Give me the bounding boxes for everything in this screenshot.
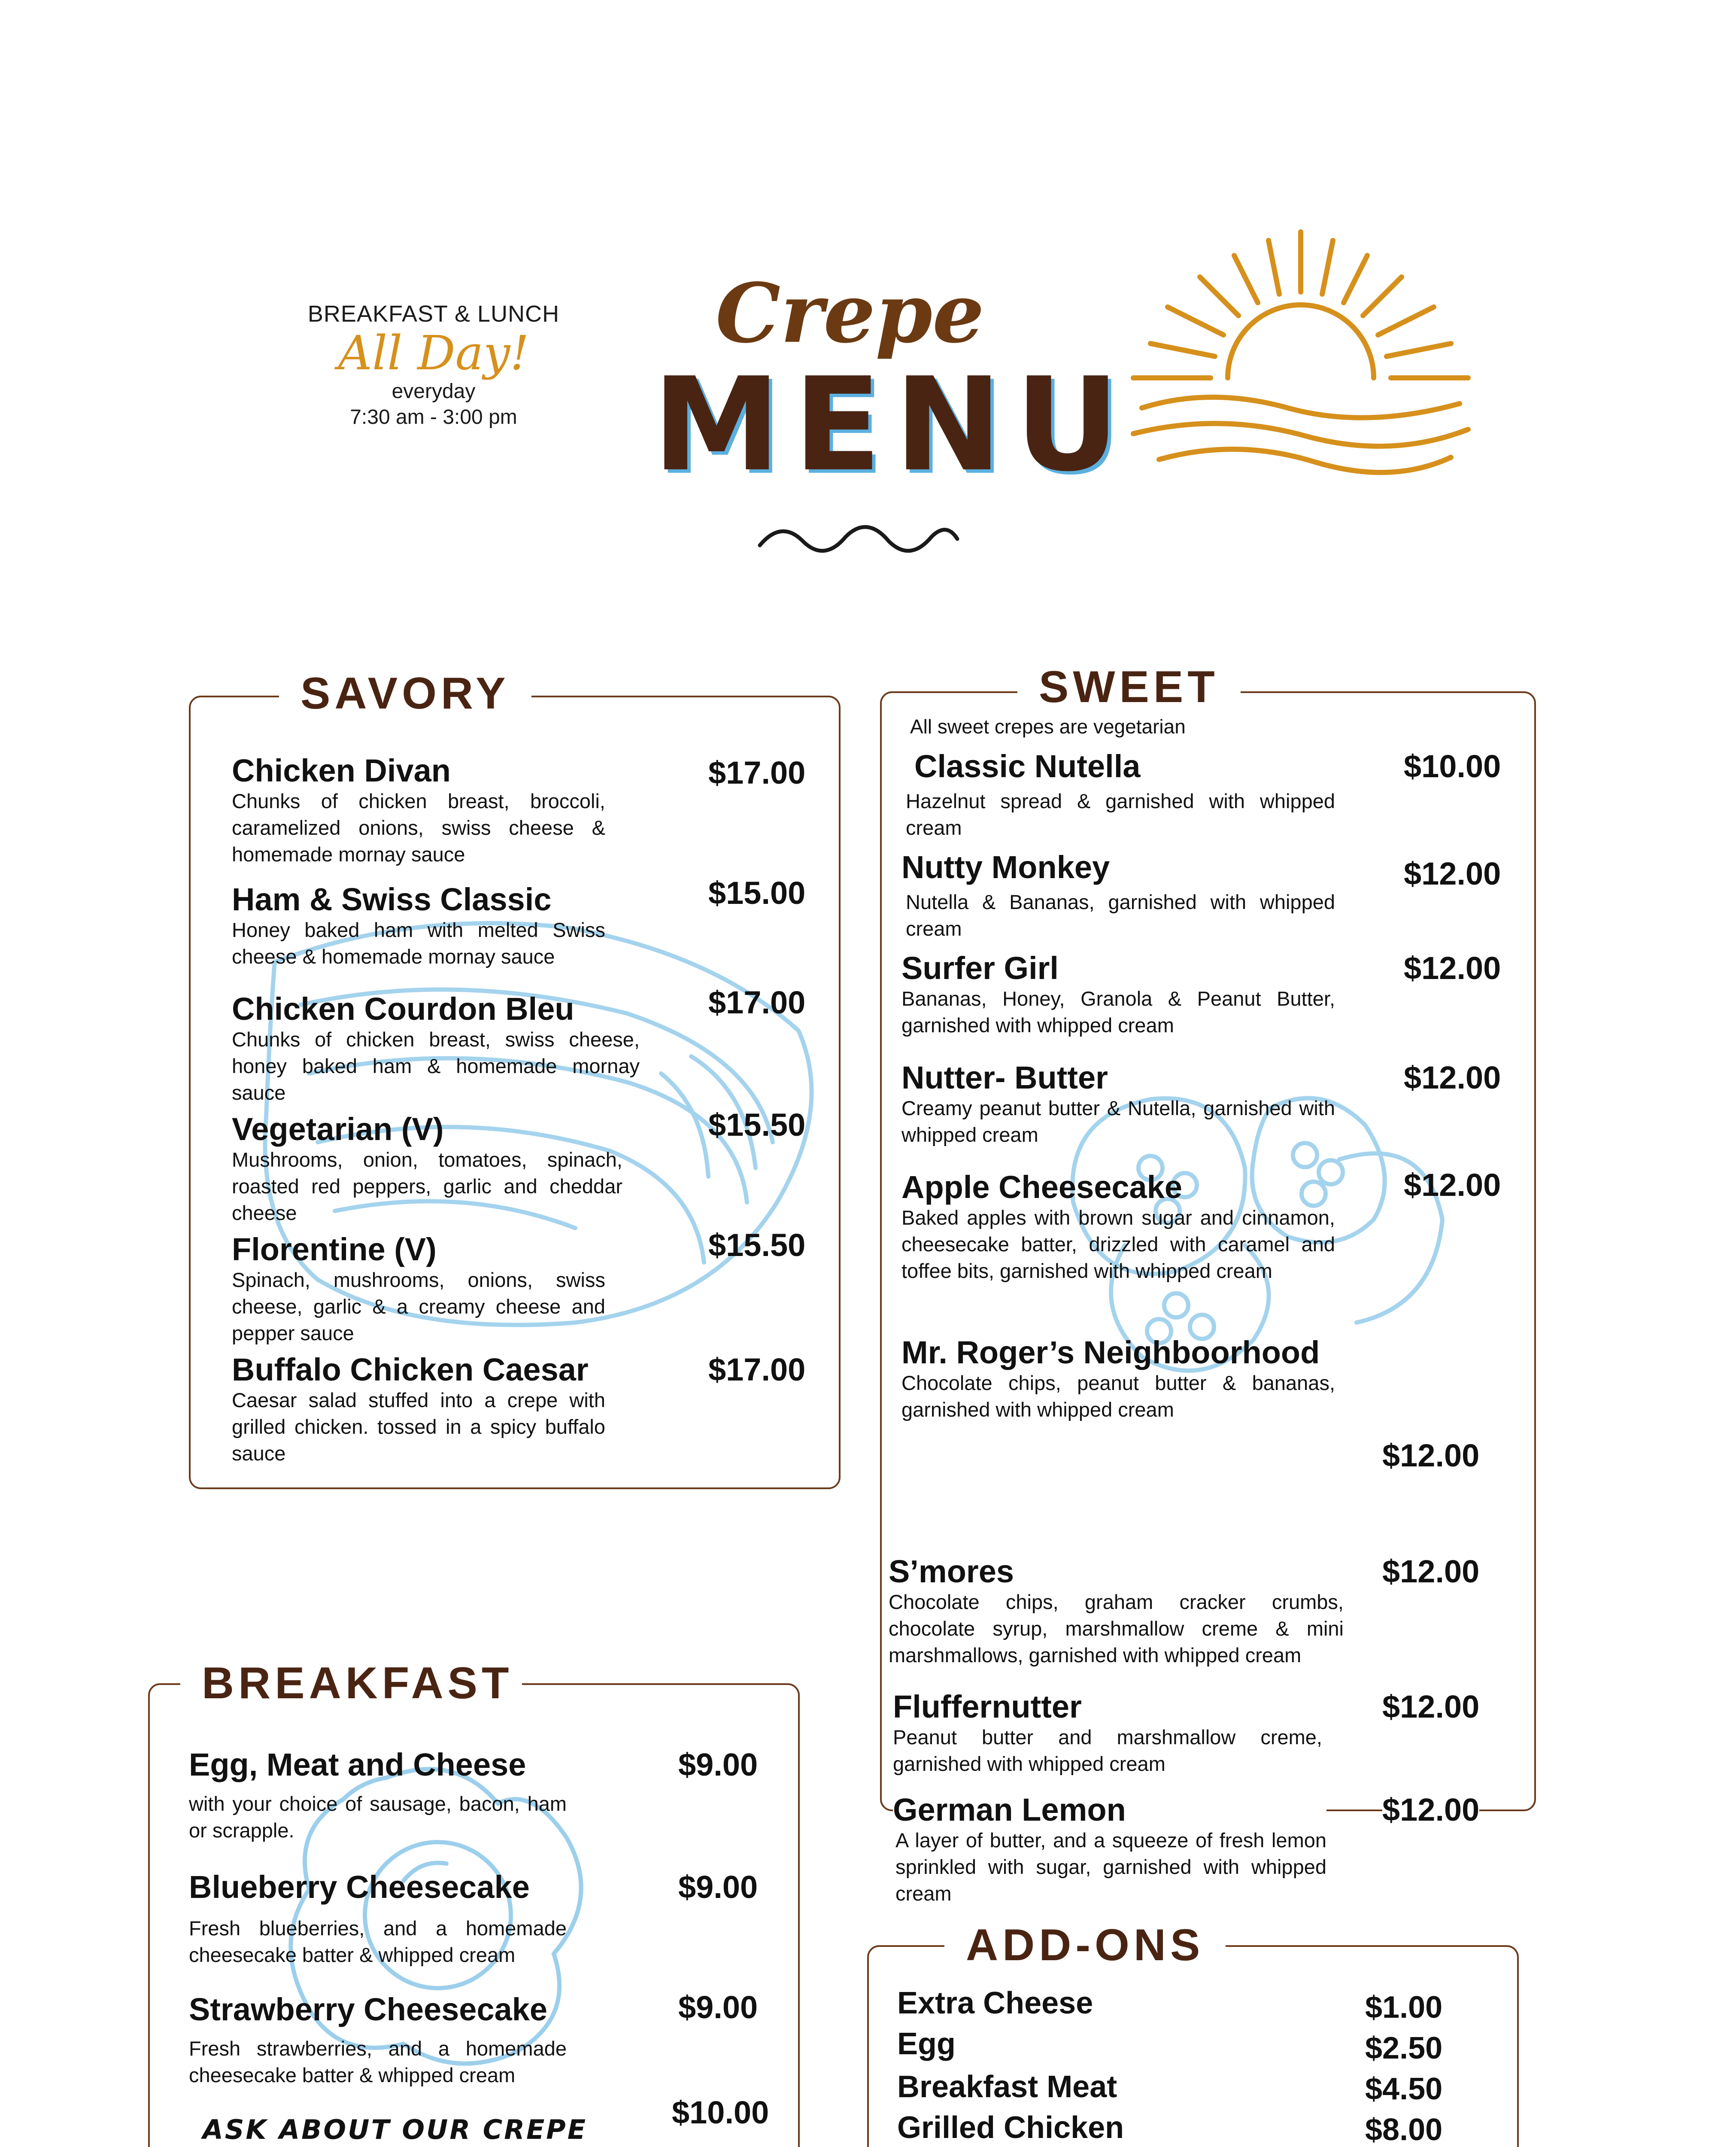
item-price: $9.00 xyxy=(678,1747,758,1782)
item-desc: Chunks of chicken breast, broccoli, caramelized onions, swiss cheese & homemade mornay sauce xyxy=(232,790,605,866)
breakfast-title: BREAKFAST xyxy=(180,1660,522,1707)
savory-title: SAVORY xyxy=(279,670,531,717)
hours-line3: everyday xyxy=(392,380,476,403)
item-price: $15.00 xyxy=(708,875,806,911)
title-crepe: Crepe xyxy=(716,265,984,361)
item-desc: Caesar salad stuffed into a crepe with grilled chicken. tossed in a spicy buffalo sauce xyxy=(232,1389,605,1465)
hours-line1: BREAKFAST & LUNCH xyxy=(307,301,560,327)
hours-block xyxy=(249,301,618,430)
item-price: $9.00 xyxy=(678,1989,758,2025)
item-desc: Spinach, mushrooms, onions, swiss cheese, garlic & a creamy cheese and pepper sauce xyxy=(232,1268,605,1344)
item-name: Chicken Courdon Bleu xyxy=(232,991,574,1027)
item-name: Apple Cheesecake xyxy=(901,1169,1183,1205)
item-price: $15.50 xyxy=(708,1107,806,1143)
item-price: $9.00 xyxy=(678,1869,758,1905)
sweet-item xyxy=(901,1170,1335,1284)
item-name: Fluffernutter xyxy=(893,1689,1082,1724)
item-price: $15.50 xyxy=(708,1227,806,1263)
item-desc: Peanut butter and marshmallow creme, garnished with whipped cream xyxy=(893,1726,1322,1775)
addon-name: Grilled Chicken xyxy=(897,2111,1124,2145)
addons-title: ADD-ONS xyxy=(944,1922,1226,1969)
crepe-of-the-day xyxy=(189,2108,601,2147)
item-name: Blueberry Cheesecake xyxy=(189,1869,530,1905)
item-desc: Hazelnut spread & garnished with whipped cream xyxy=(906,790,1335,839)
item-desc: Honey baked ham with melted Swiss cheese & homemade mornay sauce xyxy=(232,918,605,968)
sweet-item xyxy=(906,749,1335,841)
item-name: Chicken Divan xyxy=(232,753,451,788)
addon-name: Extra Cheese xyxy=(897,1986,1093,2020)
item-name: Egg, Meat and Cheese xyxy=(189,1747,526,1782)
item-name: German Lemon xyxy=(893,1792,1126,1828)
item-name: Nutty Monkey xyxy=(901,849,1110,885)
addon-price: $4.50 xyxy=(1365,2072,1443,2106)
item-price: $10.00 xyxy=(1404,748,1501,784)
item-desc: Bananas, Honey, Granola & Peanut Butter, garnished with whipped cream xyxy=(901,987,1335,1037)
item-desc: Chocolate chips, graham cracker crumbs, chocolate syrup, marshmallow creme & mini marshmallows, garnished with whipped cream xyxy=(889,1590,1344,1667)
item-name: Mr. Roger’s Neighboorhood xyxy=(901,1335,1320,1370)
breakfast-item xyxy=(189,1748,567,1844)
item-desc: Nutella & Bananas, garnished with whipped cream xyxy=(906,891,1335,940)
item-price: $12.00 xyxy=(1382,1438,1480,1473)
sun-over-waves-icon xyxy=(1125,223,1477,490)
item-name: Florentine (V) xyxy=(232,1232,437,1267)
wavy-line-icon xyxy=(756,520,962,558)
item-desc: Fresh strawberries, and a homemade cheesecake batter & whipped cream xyxy=(189,2037,567,2086)
item-name: Strawberry Cheesecake xyxy=(189,1992,548,2027)
item-desc: with your choice of sausage, bacon, ham or scrapple. xyxy=(189,1792,567,1842)
item-name: Surfer Girl xyxy=(901,950,1059,986)
sweet-item xyxy=(901,1061,1335,1148)
breakfast-item xyxy=(189,1992,567,2089)
savory-item xyxy=(232,1112,622,1226)
item-price: $12.00 xyxy=(1382,1689,1480,1724)
special-price: $10.00 xyxy=(672,2095,769,2130)
savory-item xyxy=(232,1353,605,1467)
addon-name: Egg xyxy=(897,2027,956,2061)
addon-name: Breakfast Meat xyxy=(897,2070,1117,2104)
item-price: $12.00 xyxy=(1404,950,1501,986)
breakfast-item xyxy=(189,1870,567,1968)
special-line1: ASK ABOUT OUR CREPE xyxy=(202,2114,588,2145)
savory-item xyxy=(232,992,640,1106)
hours-line4: 7:30 am - 3:00 pm xyxy=(350,406,517,429)
item-desc: Chocolate chips, peanut butter & bananas, garnished with whipped cream xyxy=(901,1372,1335,1421)
item-price: $12.00 xyxy=(1382,1554,1480,1589)
title-menu: MENU xyxy=(653,350,1133,500)
hours-line2: All Day! xyxy=(338,325,529,380)
addon-price: $8.00 xyxy=(1365,2113,1443,2147)
item-desc: A layer of butter, and a squeeze of fresh lemon sprinkled with sugar, garnished with whipped cream xyxy=(895,1829,1326,1905)
item-name: Buffalo Chicken Caesar xyxy=(232,1352,589,1387)
sweet-item xyxy=(889,1554,1344,1669)
item-desc: Chunks of chicken breast, swiss cheese, honey baked ham & homemade mornay sauce xyxy=(232,1028,640,1104)
item-name: Ham & Swiss Classic xyxy=(232,882,552,917)
item-desc: Creamy peanut butter & Nutella, garnished with whipped cream xyxy=(901,1097,1335,1146)
item-desc: Mushrooms, onion, tomatoes, spinach, roasted red peppers, garlic and cheddar cheese xyxy=(232,1148,622,1224)
sweet-title: SWEET xyxy=(1017,663,1241,711)
savory-item xyxy=(232,754,605,868)
item-desc: Fresh blueberries, and a homemade cheesecake batter & whipped cream xyxy=(189,1917,567,1966)
sweet-note: All sweet crepes are vegetarian xyxy=(910,715,1186,738)
item-price: $12.00 xyxy=(1404,1060,1501,1095)
sweet-item xyxy=(893,1690,1322,1777)
item-price: $12.00 xyxy=(1404,1167,1501,1203)
item-desc: Baked apples with brown sugar and cinnamon, cheesecake batter, drizzled with caramel and toffee bits, garnished with whipped cream xyxy=(901,1206,1335,1282)
item-price: $17.00 xyxy=(708,755,806,791)
savory-item xyxy=(232,882,605,970)
item-price: $17.00 xyxy=(708,1352,806,1387)
item-name: Nutter- Butter xyxy=(901,1060,1108,1095)
item-price: $12.00 xyxy=(1404,856,1501,891)
item-name: Vegetarian (V) xyxy=(232,1111,444,1147)
sweet-item xyxy=(901,1335,1335,1423)
item-price: $12.00 xyxy=(1382,1792,1480,1828)
item-name: Classic Nutella xyxy=(914,748,1141,784)
sweet-item xyxy=(901,850,1335,942)
sweet-item xyxy=(893,1793,1326,1907)
addon-price: $1.00 xyxy=(1365,1990,1443,2025)
item-name: S’mores xyxy=(889,1554,1014,1589)
savory-item xyxy=(232,1232,605,1347)
item-price: $17.00 xyxy=(708,985,806,1020)
addon-price: $2.50 xyxy=(1365,2031,1443,2065)
sweet-item xyxy=(901,951,1335,1039)
